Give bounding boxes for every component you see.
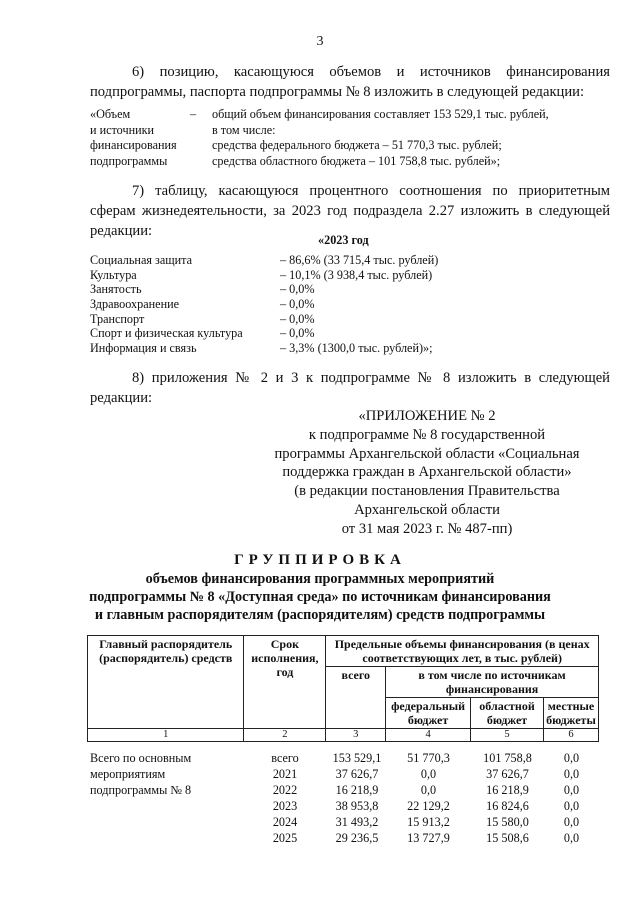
cell-regional: 101 758,8	[483, 751, 532, 765]
passport-right: общий объем финансирования составляет 153 529,1 тыс. рублей,	[212, 107, 549, 121]
header-total: всего	[326, 667, 386, 729]
passport-right: средства областного бюджета – 101 758,8 тыс. рублей»;	[212, 153, 501, 168]
cell-total: 29 236,5	[335, 831, 379, 845]
item-6-paragraph: 6) позицию, касающуюся объемов и источников финансирования подпрограммы, паспорта подпрограммы № 8 изложить в следующей редакции:	[90, 64, 610, 100]
table-row	[87, 814, 599, 830]
col-num: 2	[244, 729, 326, 742]
cell-regional: 37 626,7	[486, 767, 529, 781]
sphere-name: Здравоохранение	[90, 297, 180, 312]
sphere-row	[90, 326, 610, 341]
header-including: в том числе по источникам финансирования	[386, 667, 599, 698]
grouping-subtitle-line: и главным распорядителям (распорядителям) средств подпрограммы	[94, 607, 546, 623]
sphere-name: Занятость	[90, 282, 142, 297]
sphere-value: – 0,0%	[280, 297, 315, 312]
sphere-row	[90, 282, 610, 297]
cell-total: 37 626,7	[335, 767, 379, 781]
header-limits: Предельные объемы финансирования (в ценах соответствующих лет, в тыс. рублей)	[326, 636, 599, 667]
cell-federal: 0,0	[420, 783, 437, 797]
cell-federal: 15 913,2	[407, 815, 450, 829]
cell-federal: 0,0	[420, 767, 437, 781]
cell-local: 0,0	[563, 815, 580, 829]
appendix-line: от 31 мая 2023 г. № 487-пп)	[341, 520, 513, 537]
cell-local: 0,0	[563, 783, 580, 797]
table-row	[87, 782, 599, 798]
col-num: 1	[88, 729, 244, 742]
grouping-subtitle-line: объемов финансирования программных мероприятий	[145, 571, 495, 587]
appendix-line: поддержка граждан в Архангельской области»	[282, 464, 572, 481]
cell-local: 0,0	[563, 767, 580, 781]
col-num: 4	[386, 729, 471, 742]
passport-right: средства федерального бюджета – 51 770,3 тыс. рублей;	[212, 138, 502, 153]
sphere-row	[90, 268, 610, 283]
cell-total: 153 529,1	[332, 751, 382, 765]
cell-regional: 15 580,0	[486, 815, 529, 829]
appendix-header	[262, 407, 592, 539]
cell-term: 2021	[272, 767, 298, 781]
cell-term: 2024	[272, 815, 298, 829]
cell-federal: 51 770,3	[407, 751, 450, 765]
passport-row	[90, 138, 610, 154]
cell-term: 2023	[272, 799, 298, 813]
sphere-name: Культура	[90, 267, 137, 282]
col-num: 5	[471, 729, 544, 742]
spheres-list	[90, 253, 610, 356]
cell-local: 0,0	[563, 751, 580, 765]
sphere-value: – 0,0%	[280, 282, 315, 297]
sphere-value: – 0,0%	[280, 326, 315, 341]
passport-left: и источники	[90, 122, 155, 137]
appendix-line: Архангельской области	[354, 501, 500, 518]
sphere-row	[90, 253, 610, 268]
sphere-value: – 86,6% (33 715,4 тыс. рублей)	[280, 253, 439, 267]
passport-right: в том числе:	[212, 122, 276, 137]
table-row	[87, 830, 599, 846]
financing-table-header	[87, 635, 599, 742]
cell-regional: 16 218,9	[486, 783, 529, 797]
sphere-name: Информация и связь	[90, 341, 197, 356]
col-num: 6	[543, 729, 598, 742]
header-regional: областной бюджет	[471, 698, 544, 729]
passport-block	[90, 107, 610, 169]
sphere-value: – 10,1% (3 938,4 тыс. рублей)	[280, 267, 433, 282]
year-label: «2023 год	[318, 233, 369, 247]
passport-left: подпрограммы	[90, 153, 168, 168]
grouping-title: ГРУППИРОВКА	[234, 552, 406, 568]
item-7-paragraph: 7) таблицу, касающуюся процентного соотношения по приоритетным сферам жизнедеятельности, за 2023 год подраздела 2.27 изложить в следующей редакции:	[90, 183, 610, 239]
sphere-row	[90, 297, 610, 312]
row-label: Всего по основным мероприятиям подпрограммы № 8	[90, 751, 192, 797]
header-local: местные бюджеты	[543, 698, 598, 729]
passport-row	[90, 123, 610, 139]
cell-term: 2025	[272, 831, 298, 845]
grouping-subtitle	[0, 570, 640, 624]
sphere-name: Транспорт	[90, 311, 145, 326]
table-row	[87, 750, 599, 766]
header-term: Срок исполнения, год	[244, 636, 326, 729]
page-number: 3	[316, 34, 324, 49]
table-row	[87, 766, 599, 782]
passport-dash: –	[190, 107, 197, 121]
item-8-paragraph: 8) приложения № 2 и 3 к подпрограмме № 8 изложить в следующей редакции:	[90, 370, 610, 406]
cell-total: 31 493,2	[335, 815, 379, 829]
passport-row	[90, 154, 610, 170]
cell-term: 2022	[272, 783, 298, 797]
appendix-line: «ПРИЛОЖЕНИЕ № 2	[358, 408, 496, 424]
appendix-line: программы Архангельской области «Социальная	[274, 445, 580, 462]
sphere-value: – 3,3% (1300,0 тыс. рублей)»;	[280, 341, 433, 356]
cell-federal: 22 129,2	[407, 799, 450, 813]
sphere-name: Социальная защита	[90, 253, 193, 267]
cell-regional: 15 508,6	[486, 831, 529, 845]
sphere-value: – 0,0%	[280, 311, 315, 326]
cell-local: 0,0	[563, 831, 580, 845]
cell-term: всего	[271, 751, 299, 765]
table-row	[87, 798, 599, 814]
passport-row	[90, 107, 610, 123]
sphere-row	[90, 312, 610, 327]
cell-federal: 13 727,9	[407, 831, 450, 845]
appendix-line: (в редакции постановления Правительства	[294, 483, 560, 500]
passport-left: «Объем	[90, 107, 131, 121]
header-federal: федеральный бюджет	[386, 698, 471, 729]
cell-total: 38 953,8	[335, 799, 379, 813]
header-main-distributor: Главный распорядитель (распорядитель) средств	[88, 636, 244, 729]
sphere-name: Спорт и физическая культура	[90, 326, 243, 341]
grouping-subtitle-line: подпрограммы № 8 «Доступная среда» по источникам финансирования	[89, 589, 551, 605]
appendix-line: к подпрограмме № 8 государственной	[308, 426, 546, 443]
passport-left: финансирования	[90, 138, 177, 153]
sphere-row	[90, 341, 610, 356]
cell-local: 0,0	[563, 799, 580, 813]
col-num: 3	[326, 729, 386, 742]
cell-total: 16 218,9	[335, 783, 379, 797]
cell-regional: 16 824,6	[486, 799, 529, 813]
